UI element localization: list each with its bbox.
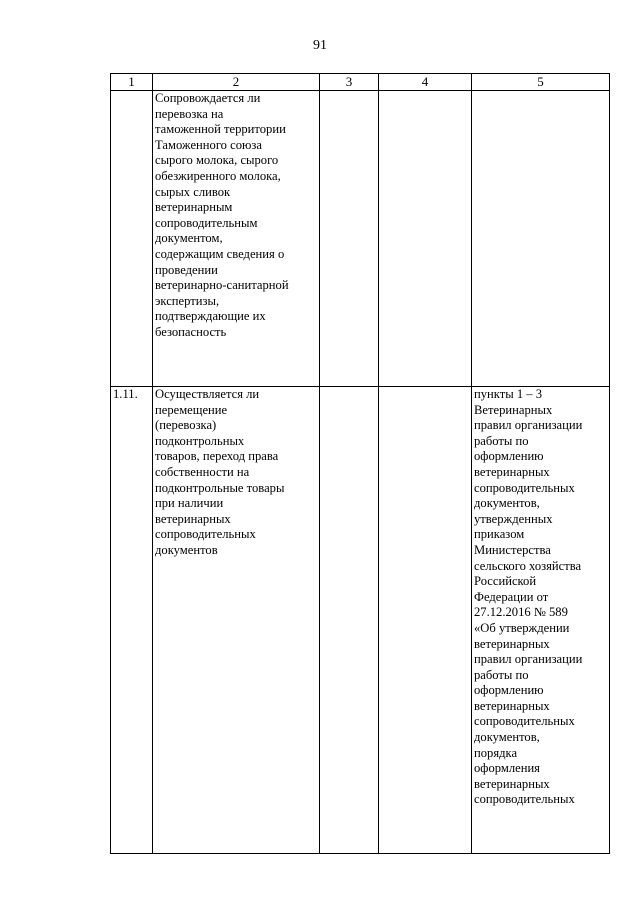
- header-col-5: 5: [472, 74, 610, 91]
- table-header-row: [111, 74, 610, 91]
- row-number-cell: [111, 91, 153, 387]
- col4-cell: [379, 387, 472, 854]
- header-col-2: 2: [153, 74, 320, 91]
- requirements-table: [110, 73, 610, 854]
- page-number: 91: [313, 38, 327, 53]
- header-col-3: 3: [320, 74, 379, 91]
- question-cell: Сопровождается ли перевозка на таможенной территории Таможенного союза сырого молока, сырого обезжиренного молока, сырых сливок ветеринарным сопроводительным документом, содержащим сведения о проведении ветеринарно-санитарной экспертизы, подтверждающие их безопасность: [153, 91, 320, 387]
- reference-cell: [472, 91, 610, 387]
- table-row: [111, 387, 610, 854]
- col4-cell: [379, 91, 472, 387]
- reference-cell: пункты 1 – 3 Ветеринарных правил организации работы по оформлению ветеринарных сопроводительных документов, утвержденных приказом Министерства сельского хозяйства Российской Федерации от 27.12.2016 № 589 «Об утверждении ветеринарных правил организации работы по оформлению ветеринарных сопроводительных документов, порядка оформления ветеринарных сопроводительных: [472, 387, 610, 854]
- col3-cell: [320, 91, 379, 387]
- table-row: [111, 91, 610, 387]
- question-cell: Осуществляется ли перемещение (перевозка) подконтрольных товаров, переход права собственности на подконтрольные товары при наличии ветеринарных сопроводительных документов: [153, 387, 320, 854]
- header-col-4: 4: [379, 74, 472, 91]
- header-col-1: 1: [111, 74, 153, 91]
- col3-cell: [320, 387, 379, 854]
- row-number-cell: 1.11.: [111, 387, 153, 854]
